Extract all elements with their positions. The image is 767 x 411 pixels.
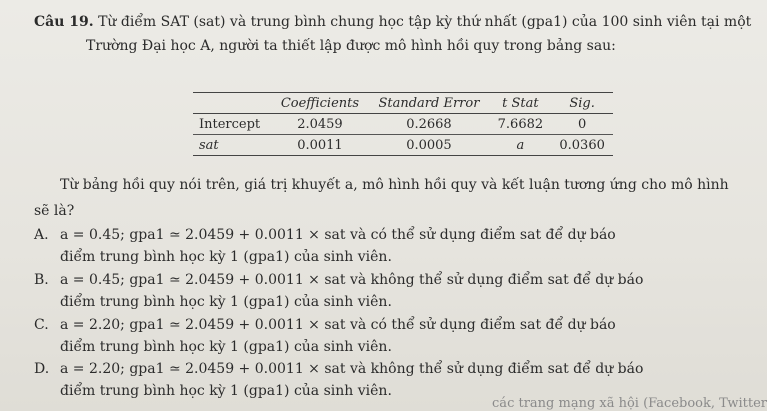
prompt-line-2: sẽ là? xyxy=(34,203,75,219)
table-cell: 7.6682 xyxy=(490,114,552,135)
option-a[interactable] xyxy=(34,227,616,243)
option-label: C. xyxy=(34,317,49,333)
option-text: a = 2.20; gpa1 ≃ 2.0459 + 0.0011 × sat và không thể sử dụng điểm sat để dự báo xyxy=(60,361,644,377)
table-cell: 0.0005 xyxy=(368,135,489,156)
option-b[interactable] xyxy=(34,272,643,288)
table-header-cell: t Stat xyxy=(490,93,552,114)
footer-cutoff-text: các trang mạng xã hội (Facebook, Twitter xyxy=(492,396,767,411)
table-header-cell: Coefficients xyxy=(272,93,369,114)
table-row xyxy=(193,114,613,135)
table-cell: 2.0459 xyxy=(272,114,369,135)
option-text: a = 2.20; gpa1 ≃ 2.0459 + 0.0011 × sat và có thể sử dụng điểm sat để dự báo xyxy=(60,317,616,333)
option-c[interactable] xyxy=(34,317,616,333)
option-label: B. xyxy=(34,272,49,288)
option-c-line-2: điểm trung bình học kỳ 1 (gpa1) của sinh viên. xyxy=(60,339,392,355)
question-line-1 xyxy=(34,14,751,30)
table-header-cell xyxy=(193,93,272,114)
table-header-cell: Standard Error xyxy=(368,93,489,114)
option-b-line-2: điểm trung bình học kỳ 1 (gpa1) của sinh viên. xyxy=(60,294,392,310)
question-text-line-2: Trường Đại học A, người ta thiết lập được mô hình hồi quy trong bảng sau: xyxy=(86,38,616,54)
table-cell: a xyxy=(490,135,552,156)
table-cell: 0 xyxy=(551,114,613,135)
option-label: D. xyxy=(34,361,50,377)
table-cell: sat xyxy=(193,135,272,156)
prompt-line-1: Từ bảng hồi quy nói trên, giá trị khuyết a, mô hình hồi quy và kết luận tương ứng cho mô hình xyxy=(60,177,729,193)
table-cell: Intercept xyxy=(193,114,272,135)
table-cell: 0.0360 xyxy=(551,135,613,156)
table-header-cell: Sig. xyxy=(551,93,613,114)
option-d-line-2: điểm trung bình học kỳ 1 (gpa1) của sinh viên. xyxy=(60,383,392,399)
option-text: a = 0.45; gpa1 ≃ 2.0459 + 0.0011 × sat và có thể sử dụng điểm sat để dự báo xyxy=(60,227,616,243)
table-cell: 0.0011 xyxy=(272,135,369,156)
table-row xyxy=(193,135,613,156)
table-header-row xyxy=(193,93,613,114)
option-a-line-2: điểm trung bình học kỳ 1 (gpa1) của sinh viên. xyxy=(60,249,392,265)
question-number: Câu 19. xyxy=(34,14,94,30)
question-text-line-1: Từ điểm SAT (sat) và trung bình chung học tập kỳ thứ nhất (gpa1) của 100 sinh viên tại một xyxy=(98,14,752,30)
table-cell: 0.2668 xyxy=(368,114,489,135)
option-label: A. xyxy=(34,227,49,243)
option-d[interactable] xyxy=(34,361,643,377)
option-text: a = 0.45; gpa1 ≃ 2.0459 + 0.0011 × sat và không thể sử dụng điểm sat để dự báo xyxy=(60,272,644,288)
regression-table xyxy=(193,92,613,156)
